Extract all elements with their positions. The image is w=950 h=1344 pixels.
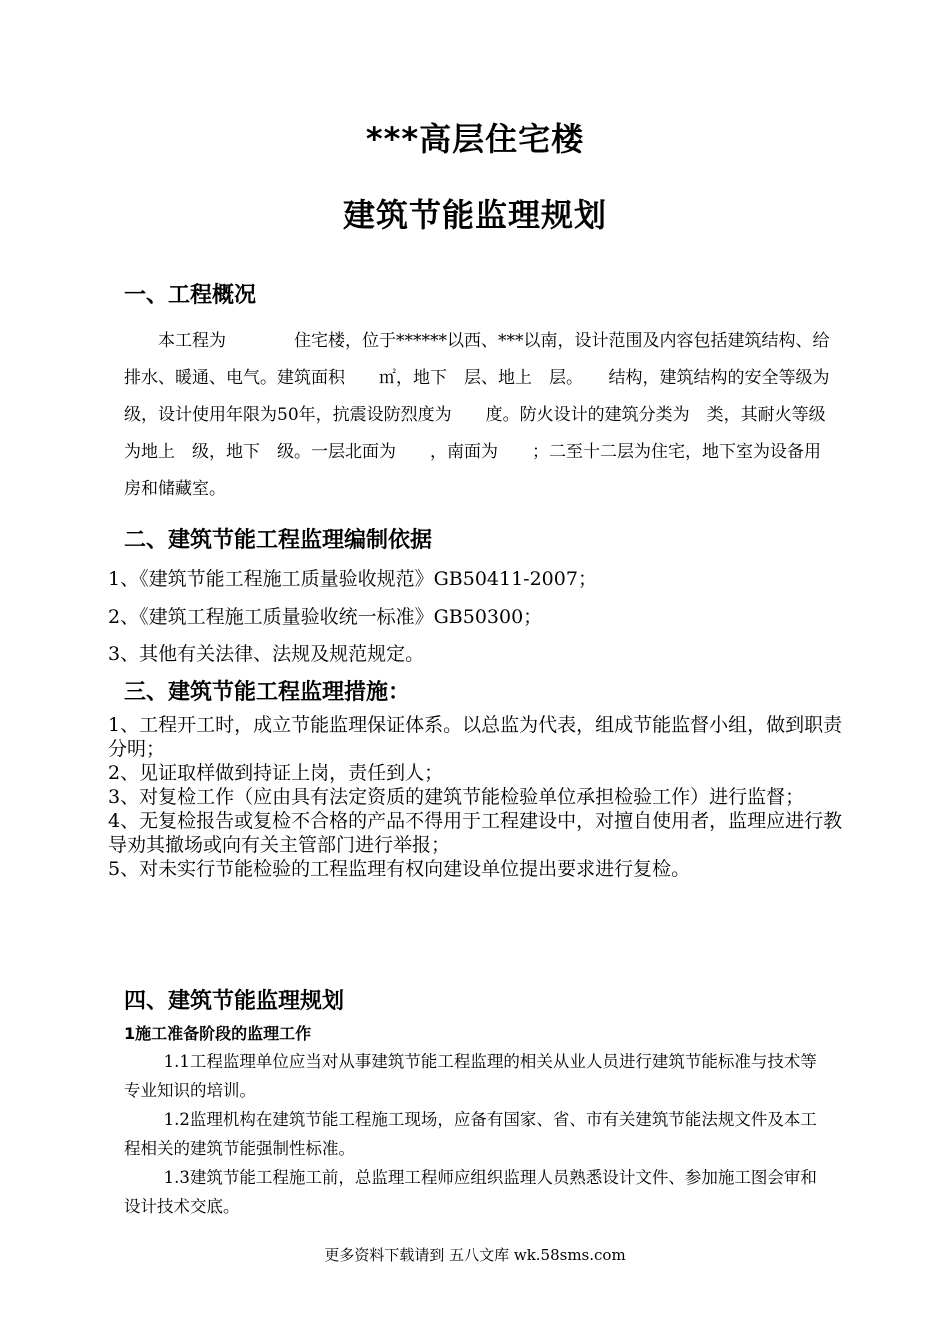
reference-item: 3、其他有关法律、法规及规范规定。	[108, 643, 425, 665]
section3-list	[108, 713, 843, 881]
document-title-line2: 建筑节能监理规划	[342, 196, 607, 234]
section4-subheading: 1施工准备阶段的监理工作	[124, 1024, 312, 1043]
section2-heading: 二、建筑节能工程监理编制依据	[124, 528, 433, 553]
section4-heading: 四、建筑节能监理规划	[124, 989, 345, 1014]
measure-item: 2、见证取样做到持证上岗，责任到人；	[108, 762, 444, 784]
plan-item: 1.1工程监理单位应当对从事建筑节能工程监理的相关从业人员进行建筑节能标准与技术等专业知识的培训。	[124, 1052, 817, 1100]
measure-item: 5、对未实行节能检验的工程监理有权向建设单位提出要求进行复检。	[108, 858, 691, 880]
measure-item: 3、对复检工作（应由具有法定资质的建筑节能检验单位承担检验工作）进行监督；	[108, 786, 805, 808]
document-title-line1: ***高层住宅楼	[365, 120, 585, 158]
section1-heading: 一、工程概况	[124, 283, 257, 308]
footer-text: 更多资料下载请到 五八文库 wk.58sms.com	[324, 1246, 626, 1264]
plan-item: 1.3建筑节能工程施工前，总监理工程师应组织监理人员熟悉设计文件、参加施工图会审和设计技术交底。	[124, 1168, 817, 1216]
section4-body	[124, 1047, 829, 1221]
reference-item: 1、《建筑节能工程施工质量验收规范》GB50411-2007；	[108, 568, 597, 590]
measure-item: 1、工程开工时，成立节能监理保证体系。以总监为代表，组成节能监督小组，做到职责分明；	[108, 714, 843, 760]
measure-item: 4、无复检报告或复检不合格的产品不得用于工程建设中，对擅自使用者，监理应进行教导劝其撤场或向有关主管部门进行举报；	[108, 810, 843, 856]
plan-item: 1.2监理机构在建筑节能工程施工现场，应备有国家、省、市有关建筑节能法规文件及本工程相关的建筑节能强制性标准。	[124, 1110, 817, 1158]
section1-paragraph: 本工程为 住宅楼，位于******以西、***以南，设计范围及内容包括建筑结构、给排水、暖通、电气。建筑面积 ㎡，地下 层、地上 层。 结构，建筑结构的安全等级为 级，设计使用年限为50年，抗震设防烈度为 度。防火设计的建筑分类为 类，其耐火等级为地上 级，地下 级。一层北面为 ，南面为 ；二至十二层为住宅，地下室为设备用房和储藏室。	[124, 331, 864, 499]
section3-heading: 三、建筑节能工程监理措施：	[124, 680, 411, 705]
section1-body	[124, 323, 864, 508]
reference-item: 2、《建筑工程施工质量验收统一标准》GB50300；	[108, 606, 543, 628]
